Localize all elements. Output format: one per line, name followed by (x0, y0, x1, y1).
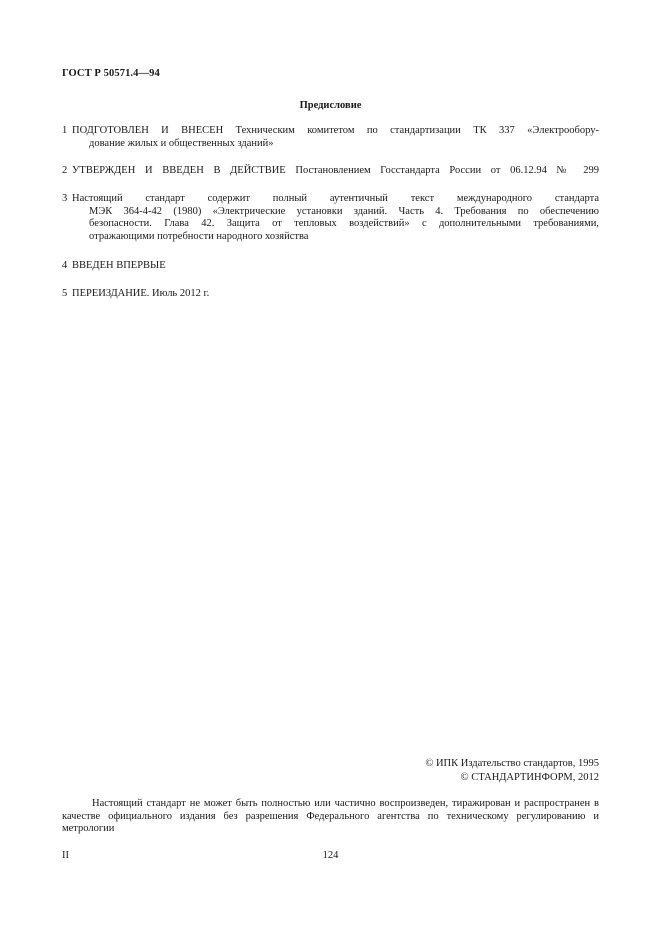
item-line: безопасности. Глава 42. Защита от тепловых воздействий» с дополнительными требованиями, (89, 218, 599, 229)
page-number: 124 (322, 850, 339, 861)
roman-page-number: II (62, 850, 69, 861)
item-line: дование жилых и общественных зданий» (89, 137, 274, 149)
item-line: отражающими потребности народного хозяйства (89, 230, 309, 242)
reproduction-notice: Настоящий стандарт не может быть полностью или частично воспроизведен, тиражирован и распространен в качестве официального издания без разрешения Федерального агентства по техническому регулированию и метрологии (62, 798, 599, 834)
preface-title: Предисловие (299, 100, 362, 111)
item-number: 3 (62, 193, 68, 204)
copyright-line: © СТАНДАРТИНФОРМ, 2012 (460, 772, 599, 783)
preface-item-4 (62, 260, 599, 273)
document-code: ГОСТ Р 50571.4—94 (62, 68, 160, 79)
copyright-block (425, 757, 599, 785)
preface-item-2 (62, 165, 599, 178)
item-line: МЭК 364-4-42 (1980) «Электрические установки зданий. Часть 4. Требования по обеспечению (89, 205, 599, 217)
item-number: 4 (62, 260, 68, 271)
item-line: УТВЕРЖДЕН И ВВЕДЕН В ДЕЙСТВИЕ Постановлением Госстандарта России от 06.12.94 № 299 (72, 165, 599, 176)
item-number: 5 (62, 288, 68, 299)
preface-item-5 (62, 288, 599, 301)
item-line: ПОДГОТОВЛЕН И ВНЕСЕН Техническим комитетом по стандартизации ТК 337 «Электрообору- (72, 125, 599, 136)
item-line: ПЕРЕИЗДАНИЕ. Июль 2012 г. (72, 288, 210, 299)
item-line: Настоящий стандарт содержит полный аутентичный текст международного стандарта (72, 193, 599, 204)
copyright-line: © ИПК Издательство стандартов, 1995 (425, 758, 599, 769)
preface-item-3 (62, 193, 599, 243)
preface-item-1 (62, 125, 599, 150)
item-number: 1 (62, 125, 68, 136)
item-number: 2 (62, 165, 68, 176)
item-line: ВВЕДЕН ВПЕРВЫЕ (72, 260, 166, 271)
